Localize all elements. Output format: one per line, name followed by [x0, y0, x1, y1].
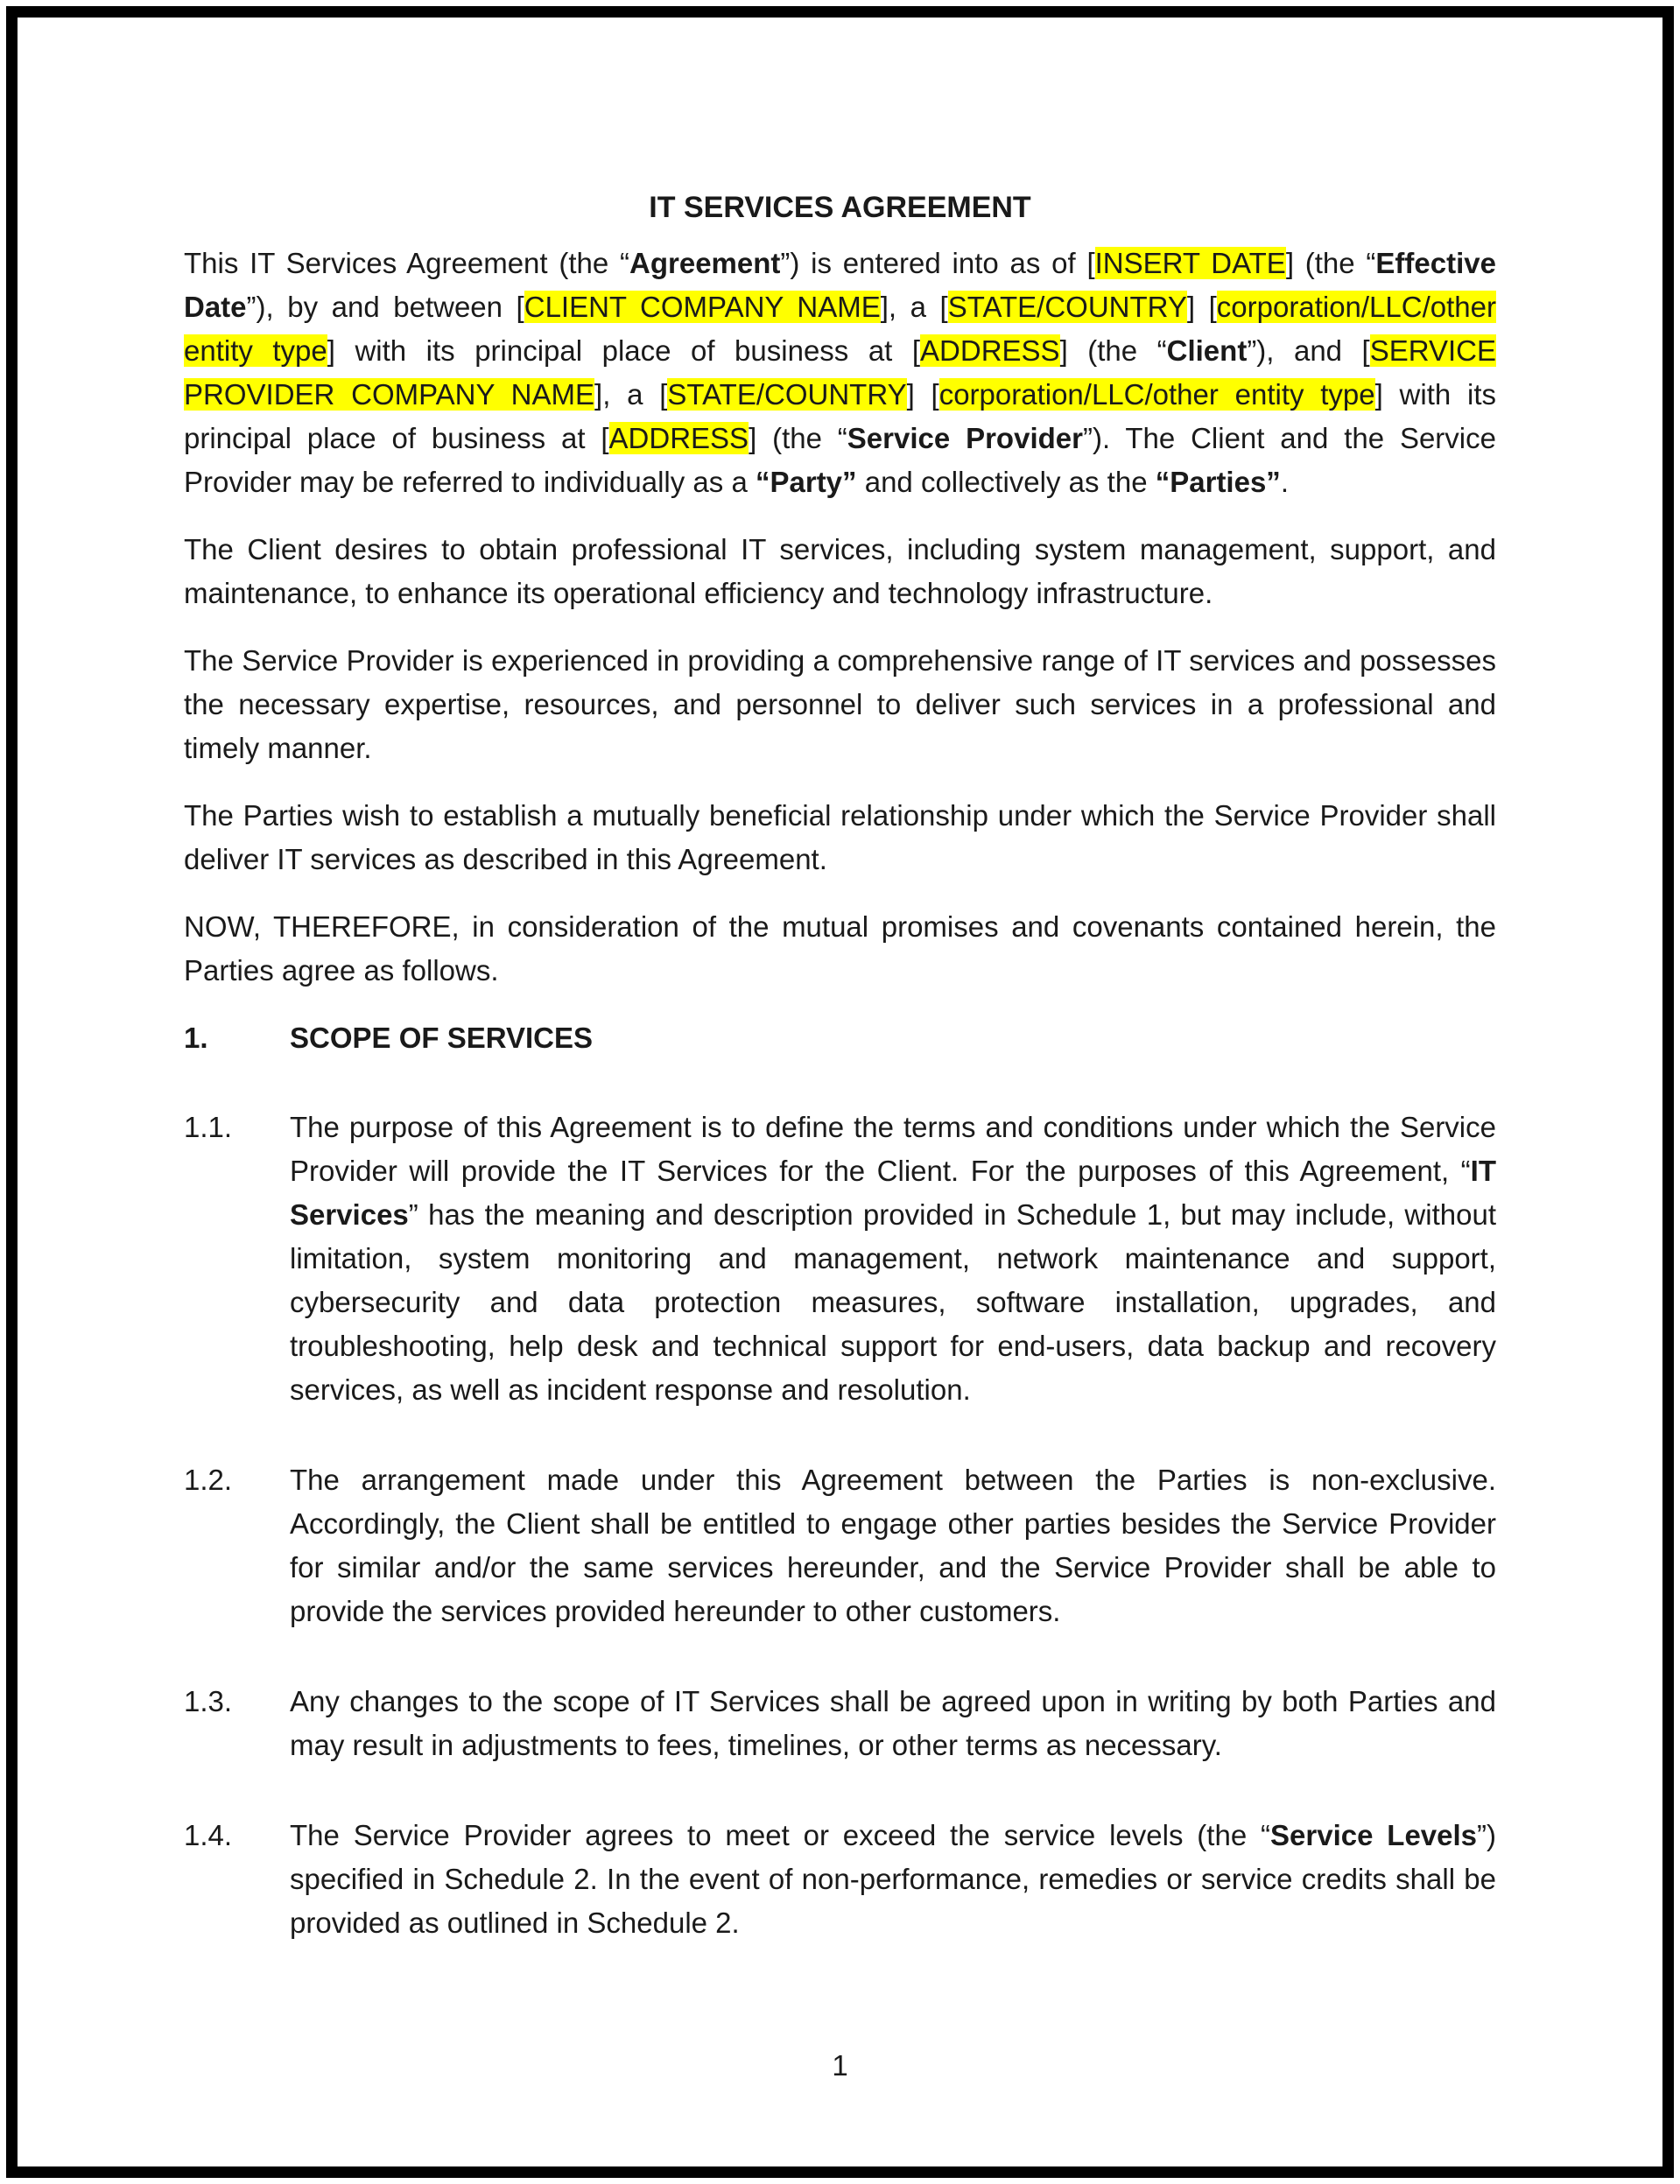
clause-1-4	[184, 1814, 1496, 1945]
text-run: ”). The Client and the Service Provider may be referred to individually as a	[184, 422, 1496, 498]
text-run: ] [	[1186, 291, 1217, 323]
text-run: ], a [	[594, 378, 668, 411]
text-run: and collectively as the	[856, 466, 1156, 498]
text-run: ”) is entered into as of [	[780, 247, 1095, 279]
clause-number: 1.2.	[184, 1464, 233, 1496]
placeholder-highlight: INSERT DATE	[1094, 247, 1286, 279]
bold-term: Agreement	[629, 247, 781, 279]
clause-1-1	[184, 1106, 1496, 1412]
text-run: ] (the “	[1285, 247, 1376, 279]
intro-paragraph-5	[184, 905, 1496, 993]
clause-text	[290, 1814, 1496, 1945]
section-title: SCOPE OF SERVICES	[290, 1022, 593, 1054]
clause-number: 1.3.	[184, 1685, 233, 1717]
text-run: The Parties wish to establish a mutually beneficial relationship under which the Service Provider shall deliver IT services as described in this Agreement.	[184, 799, 1496, 875]
bold-term: Service Provider	[847, 422, 1083, 454]
placeholder-highlight: ADDRESS	[608, 422, 749, 454]
placeholder-highlight: CLIENT COMPANY NAME	[524, 291, 881, 323]
text-run: The Service Provider is experienced in providing a comprehensive range of IT services and possesses the necessary expertise, resources, and personnel to deliver such services in a professional and timely manner.	[184, 644, 1496, 764]
section-number: 1.	[184, 1022, 208, 1054]
clause-text	[290, 1106, 1496, 1412]
placeholder-highlight: SERVICE PROVIDER COMPANY NAME	[184, 334, 1497, 411]
clause-number: 1.1.	[184, 1111, 233, 1143]
text-run: ] (the “	[1059, 334, 1167, 367]
text-run: .	[1280, 466, 1289, 498]
intro-paragraph-4	[184, 794, 1496, 881]
clause-1-3	[184, 1680, 1496, 1767]
intro-paragraph-2	[184, 528, 1496, 615]
placeholder-highlight: ADDRESS	[920, 334, 1060, 367]
document-title: IT SERVICES AGREEMENT	[649, 191, 1031, 224]
clause-text	[290, 1458, 1496, 1633]
intro-paragraph-1	[184, 242, 1496, 504]
page-border-frame	[6, 6, 1674, 2178]
bold-term: Service Levels	[1270, 1819, 1478, 1851]
bold-term: Client	[1166, 334, 1248, 367]
text-run: The purpose of this Agreement is to define the terms and conditions under which the Service Provider will provide the IT Services for the Client. For the purposes of this Agreement, “	[290, 1111, 1496, 1187]
bold-term: Effective Date	[184, 247, 1496, 323]
text-run: ] with its principal place of business at [	[184, 378, 1496, 454]
intro-paragraph-3	[184, 639, 1496, 770]
text-run: Any changes to the scope of IT Services shall be agreed upon in writing by both Parties and may result in adjustments to fees, timelines, or other terms as necessary.	[290, 1685, 1496, 1761]
text-run: ] [	[906, 378, 939, 411]
text-run: The arrangement made under this Agreement between the Parties is non-exclusive. Accordingly, the Client shall be entitled to engage other parties besides the Service Provider for similar and/or the same services hereunder, and the Service Provider shall be able to provide the services provided hereunder to other customers.	[290, 1464, 1496, 1627]
text-run: ”) specified in Schedule 2. In the event of non-performance, remedies or service credits shall be provided as outlined in Schedule 2.	[290, 1819, 1497, 1939]
text-run: ” has the meaning and description provided in Schedule 1, but may include, without limitation, system monitoring and management, network maintenance and support, cybersecurity and data protection measures, software installation, upgrades, and troubleshooting, help desk and technical support for end-users, data backup and recovery services, as well as incident response and resolution.	[290, 1198, 1496, 1406]
placeholder-highlight: STATE/COUNTRY	[667, 378, 907, 411]
text-run: ] (the “	[749, 422, 847, 454]
placeholder-highlight: corporation/LLC/other entity type	[938, 378, 1375, 411]
placeholder-highlight: corporation/LLC/other entity type	[184, 291, 1496, 367]
text-run: ”), and [	[1247, 334, 1370, 367]
text-run: ] with its principal place of business at [	[327, 334, 921, 367]
bold-term: “Parties”	[1155, 466, 1281, 498]
clause-1-2	[184, 1458, 1496, 1633]
section-heading-scope-of-services	[184, 1016, 1496, 1060]
bold-term: “Party”	[755, 466, 857, 498]
text-run: ”), by and between [	[246, 291, 524, 323]
clause-number: 1.4.	[184, 1819, 233, 1851]
placeholder-highlight: STATE/COUNTRY	[947, 291, 1187, 323]
text-run: The Service Provider agrees to meet or exceed the service levels (the “	[290, 1819, 1271, 1851]
text-run: This IT Services Agreement (the “	[184, 247, 630, 279]
text-run: NOW, THEREFORE, in consideration of the mutual promises and covenants contained herein, the Parties agree as follows.	[184, 910, 1496, 987]
clause-text	[290, 1680, 1496, 1767]
text-run: ], a [	[880, 291, 948, 323]
page-number: 1	[832, 2049, 848, 2082]
text-run: The Client desires to obtain professional IT services, including system management, support, and maintenance, to enhance its operational efficiency and technology infrastructure.	[184, 533, 1496, 609]
bold-term: IT Services	[290, 1155, 1496, 1231]
